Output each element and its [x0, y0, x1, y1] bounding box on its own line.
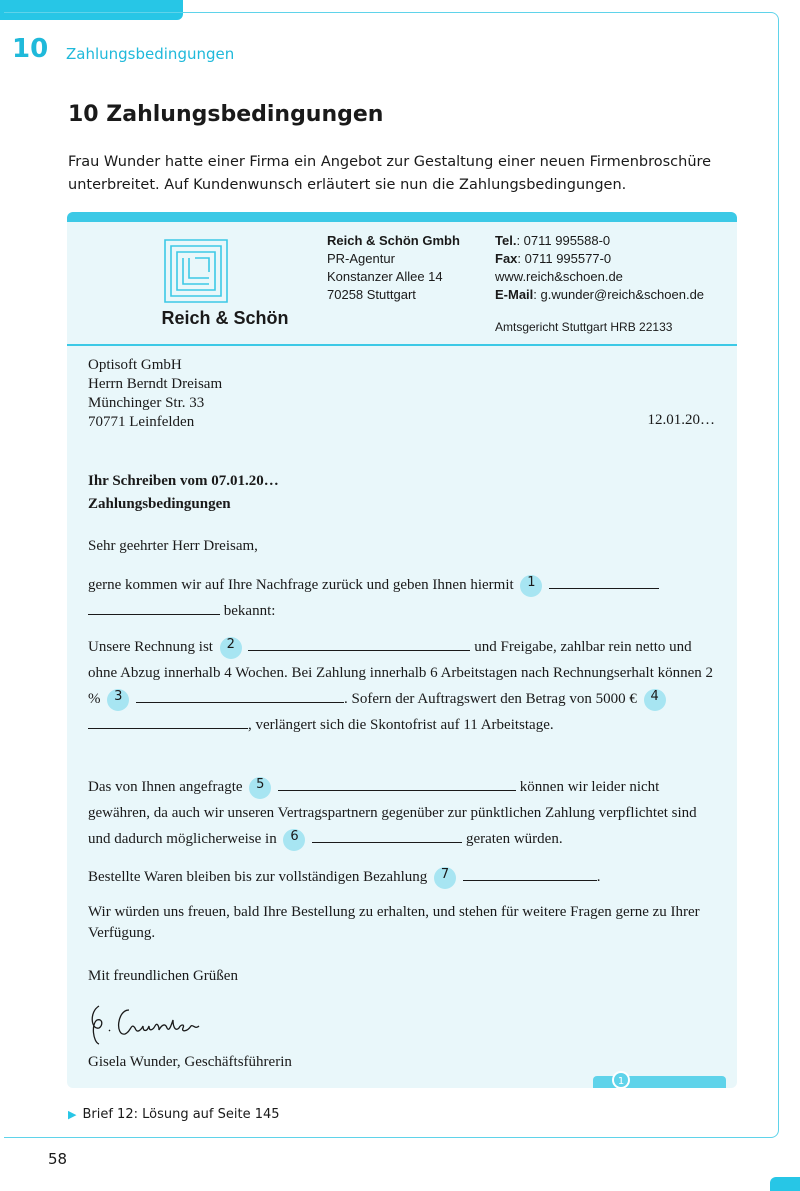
bottom-tab [770, 1177, 800, 1191]
fill-in-blank[interactable] [278, 774, 516, 791]
sender-type: PR-Agentur [327, 251, 395, 266]
email-label: E-Mail [495, 287, 534, 302]
recipient-line: Herrn Berndt Dreisam [88, 376, 223, 392]
closing: Mit freundlichen Grüßen [88, 968, 238, 984]
letterhead-divider [67, 344, 737, 346]
logo-name: Reich & Schön [161, 308, 289, 328]
sender-address [327, 232, 460, 304]
tel-line [495, 232, 704, 250]
solution-reference [68, 1107, 280, 1122]
web-line: www.reich&schoen.de [495, 269, 623, 284]
gap-number: 6 [283, 829, 305, 851]
handwritten-signature [85, 996, 225, 1046]
subject-line: Zahlungsbedingungen [88, 496, 231, 512]
fill-in-blank[interactable] [463, 864, 597, 881]
letter-subject [88, 470, 279, 516]
email-value: : g.wunder@reich&schoen.de [533, 287, 705, 302]
letter-top-bar [67, 212, 737, 222]
sender-company: Reich & Schön Gmbh [327, 233, 460, 248]
email-line [495, 286, 704, 304]
salutation: Sehr geehrter Herr Dreisam, [88, 538, 258, 554]
chapter-title: Zahlungsbedingungen [66, 45, 235, 63]
fax-line [495, 250, 704, 268]
arrow-right-icon: ▶ [68, 1108, 77, 1121]
text-run: Unsere Rechnung ist [88, 639, 213, 655]
paragraph-2 [88, 634, 718, 738]
subject-line: Ihr Schreiben vom 07.01.20… [88, 473, 279, 489]
sender-contact [495, 232, 704, 304]
tel-label: Tel. [495, 233, 517, 248]
fax-value: : 0711 995577-0 [517, 251, 612, 266]
recipient-line: 70771 Leinfelden [88, 414, 195, 430]
signer-name: Gisela Wunder, Geschäftsführerin [88, 1054, 292, 1070]
text-run: Bestellte Waren bleiben bis zur vollständigen Bezahlung [88, 869, 428, 885]
page-number: 58 [48, 1150, 68, 1168]
letter-date: 12.01.20… [647, 412, 715, 428]
paragraph-4 [88, 864, 718, 890]
court-register: Amtsgericht Stuttgart HRB 22133 [495, 320, 673, 334]
section-intro: Frau Wunder hatte einer Firma ein Angebot zur Gestaltung einer neuen Firmenbroschüre unterbreitet. Auf Kundenwunsch erläutert sie nun die Zahlungsbedingungen. [68, 154, 712, 193]
gap-number: 2 [220, 637, 242, 659]
text-run: Das von Ihnen angefragte [88, 779, 243, 795]
text-run: gerne kommen wir auf Ihre Nachfrage zurück und geben Ihnen hiermit [88, 577, 514, 593]
gap-number: 7 [434, 867, 456, 889]
text-run: geraten würden. [465, 831, 563, 847]
gap-number: 3 [107, 689, 129, 711]
text-run: können wir leider nicht gewähren, da auch wir unseren Vertragspartnern gegenüber zur pünktlichen Zahlung verpflichtet sind und dadurch möglicherweise in [88, 779, 697, 847]
text-run: , verlängert sich die Skontofrist auf 11 Arbeitstage. [248, 717, 554, 733]
gap-number: 4 [644, 689, 666, 711]
paragraph-1 [88, 572, 718, 624]
text-run: bekannt: [223, 603, 276, 619]
chapter-number: 10 [12, 34, 49, 64]
text-run: . [596, 869, 601, 885]
fill-in-blank[interactable] [248, 634, 470, 651]
gap-number: 1 [520, 575, 542, 597]
fill-in-blank[interactable] [312, 826, 462, 843]
fill-in-blank[interactable] [549, 572, 659, 589]
section-title: 10 Zahlungsbedingungen [68, 102, 384, 127]
ruler-badge: 1 [612, 1071, 630, 1088]
sender-street: Konstanzer Allee 14 [327, 269, 443, 284]
solution-text: Brief 12: Lösung auf Seite 145 [82, 1107, 280, 1122]
fill-in-blank[interactable] [88, 598, 220, 615]
recipient-address [88, 356, 222, 432]
company-logo [159, 234, 233, 308]
fax-label: Fax [495, 251, 518, 266]
gap-number: 5 [249, 777, 271, 799]
paragraph-3 [88, 774, 718, 852]
fill-in-blank[interactable] [136, 686, 344, 703]
ruler-graphic [593, 1076, 726, 1088]
sender-city: 70258 Stuttgart [327, 287, 416, 302]
fill-in-blank[interactable] [88, 712, 248, 729]
paragraph-5: Wir würden uns freuen, bald Ihre Bestellung zu erhalten, und stehen für weitere Fragen gerne zu Ihrer Verfügung. [88, 904, 700, 941]
text-run: und Freigabe, zahlbar rein netto und ohne Abzug innerhalb 4 Wochen. Bei Zahlung innerhalb 6 Arbeitstagen nach Rechnungserhalt können 2 % [88, 639, 714, 707]
text-run: . Sofern der Auftragswert den Betrag von 5000 € [344, 691, 637, 707]
letter [67, 212, 737, 1088]
tel-value: : 0711 995588-0 [516, 233, 611, 248]
recipient-line: Münchinger Str. 33 [88, 395, 205, 411]
recipient-line: Optisoft GmbH [88, 357, 182, 373]
